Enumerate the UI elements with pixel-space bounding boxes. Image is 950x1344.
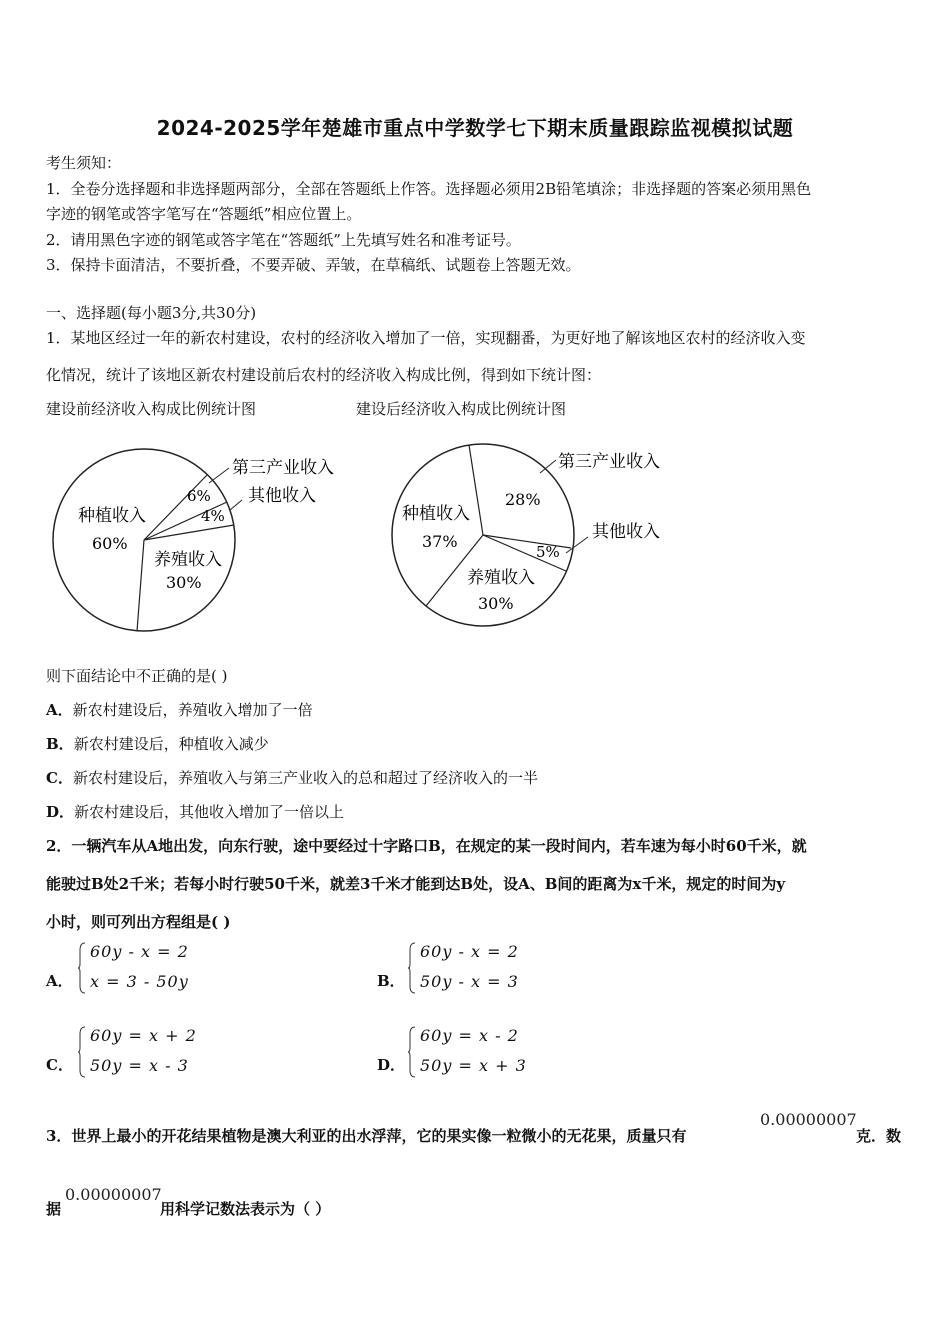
slice-label-planting: 种植收入 (402, 504, 470, 524)
equation-2: x = 3 - 50y (90, 972, 189, 991)
slice-label-planting: 种植收入 (78, 506, 146, 526)
q2-option-b-label[interactable]: B． (377, 972, 405, 990)
equation-1: 60y - x = 2 (420, 942, 519, 961)
q3-text: 3．世界上最小的开花结果植物是澳大利亚的出水浮萍，它的果实像一粒微小的无花果，质量只有 (46, 1127, 687, 1145)
notice-item: 字迹的钢笔或答字笔写在“答题纸”相应位置上。 (46, 205, 362, 223)
slice-value-planting: 60% (92, 534, 128, 553)
equation-1: 60y = x - 2 (420, 1026, 519, 1045)
pie-slice-edge (144, 525, 234, 540)
q2-option-b-system (408, 942, 568, 998)
option-label: B． (46, 735, 74, 753)
q3-text: 用科学记数法表示为（ ） (160, 1200, 331, 1218)
leader-line (566, 537, 588, 553)
section-heading: 一、选择题(每小题3分,共30分) (46, 304, 257, 322)
q2-text: 2．一辆汽车从A地出发，向东行驶，途中要经过十字路口B，在规定的某一段时间内，若车速为每小时60千米，就 (46, 837, 807, 855)
option-label: C． (46, 769, 73, 787)
slice-label-tertiary: 第三产业收入 (558, 452, 660, 472)
leader-line (209, 468, 229, 483)
notice-item: 1．全卷分选择题和非选择题两部分，全部在答题纸上作答。选择题必须用2B铅笔填涂；非选择题的答案必须用黑色 (46, 180, 812, 198)
option-text: 新农村建设后，种植收入减少 (73, 735, 269, 753)
q1-text: 1．某地区经过一年的新农村建设，农村的经济收入增加了一倍，实现翻番，为更好地了解该地区农村的经济收入变 (46, 329, 806, 347)
notice-item: 2．请用黑色字迹的钢笔或答字笔在“答题纸”上先填写姓名和准考证号。 (46, 231, 521, 249)
notice-item: 3．保持卡面清洁，不要折叠，不要弄破、弄皱，在草稿纸、试题卷上答题无效。 (46, 256, 581, 274)
page-title: 2024-2025学年楚雄市重点中学数学七下期末质量跟踪监视模拟试题 (156, 116, 794, 140)
slice-value-planting: 37% (422, 532, 458, 551)
slice-label-breeding: 养殖收入 (154, 550, 222, 570)
q2-text: 能驶过B处2千米；若每小时行驶50千米，就差3千米才能到达B处，设A、B间的距离为x千米，规定的时间为y (46, 875, 786, 893)
chart-after-title: 建设后经济收入构成比例统计图 (356, 400, 567, 418)
q2-option-d-system (408, 1026, 568, 1082)
equation-2: 50y = x + 3 (420, 1056, 527, 1075)
pie-slice-edge (137, 540, 144, 631)
slice-label-other: 其他收入 (248, 486, 316, 506)
option-label: D． (46, 803, 75, 821)
brace-icon (78, 1026, 86, 1078)
q2-option-a-system (78, 942, 238, 998)
equation-2: 50y - x = 3 (420, 972, 519, 991)
q3-text: 据 (46, 1200, 62, 1218)
q1-option-a[interactable] (46, 699, 313, 720)
q3-mass-value: 0.00000007 (65, 1185, 162, 1204)
q2-option-c-system (78, 1026, 238, 1082)
q3-text: 克．数 (856, 1127, 902, 1145)
q1-option-d[interactable] (46, 801, 344, 822)
chart-before-title: 建设前经济收入构成比例统计图 (46, 400, 257, 418)
brace-icon (78, 942, 86, 994)
option-text: 新农村建设后，养殖收入与第三产业收入的总和超过了经济收入的一半 (72, 769, 538, 787)
q1-option-b[interactable] (46, 733, 269, 754)
slice-value-breeding: 30% (166, 573, 202, 592)
q1-option-c[interactable] (46, 767, 538, 788)
notice-heading: 考生须知： (46, 154, 122, 172)
q1-question: 则下面结论中不正确的是( ) (46, 667, 228, 685)
q2-option-a-label[interactable]: A． (46, 972, 73, 990)
slice-value-tertiary: 6% (187, 487, 211, 505)
brace-icon (408, 1026, 416, 1078)
slice-value-other: 5% (536, 543, 560, 561)
q2-text: 小时，则可列出方程组是( ) (46, 913, 231, 931)
q3-mass-value: 0.00000007 (760, 1110, 857, 1129)
brace-icon (408, 942, 416, 994)
equation-1: 60y - x = 2 (90, 942, 189, 961)
q2-option-c-label[interactable]: C． (46, 1056, 73, 1074)
slice-value-other: 4% (201, 507, 225, 525)
slice-value-tertiary: 28% (505, 490, 541, 509)
pie-chart-after (388, 440, 698, 640)
q1-text: 化情况，统计了该地区新农村建设前后农村的经济收入构成比例，得到如下统计图： (46, 366, 602, 384)
equation-1: 60y = x + 2 (90, 1026, 197, 1045)
pie-slice-edge (469, 445, 483, 535)
slice-label-other: 其他收入 (592, 522, 660, 542)
equation-2: 50y = x - 3 (90, 1056, 189, 1075)
pie-slice-edge (144, 475, 207, 540)
pie-chart-before (46, 440, 356, 640)
q2-option-d-label[interactable]: D． (377, 1056, 406, 1074)
leader-line (230, 500, 242, 510)
option-text: 新农村建设后，其他收入增加了一倍以上 (74, 803, 345, 821)
slice-value-breeding: 30% (478, 594, 514, 613)
option-text: 新农村建设后，养殖收入增加了一倍 (72, 701, 313, 719)
slice-label-breeding: 养殖收入 (467, 568, 535, 588)
option-label: A． (46, 701, 73, 719)
slice-label-tertiary: 第三产业收入 (232, 458, 334, 478)
